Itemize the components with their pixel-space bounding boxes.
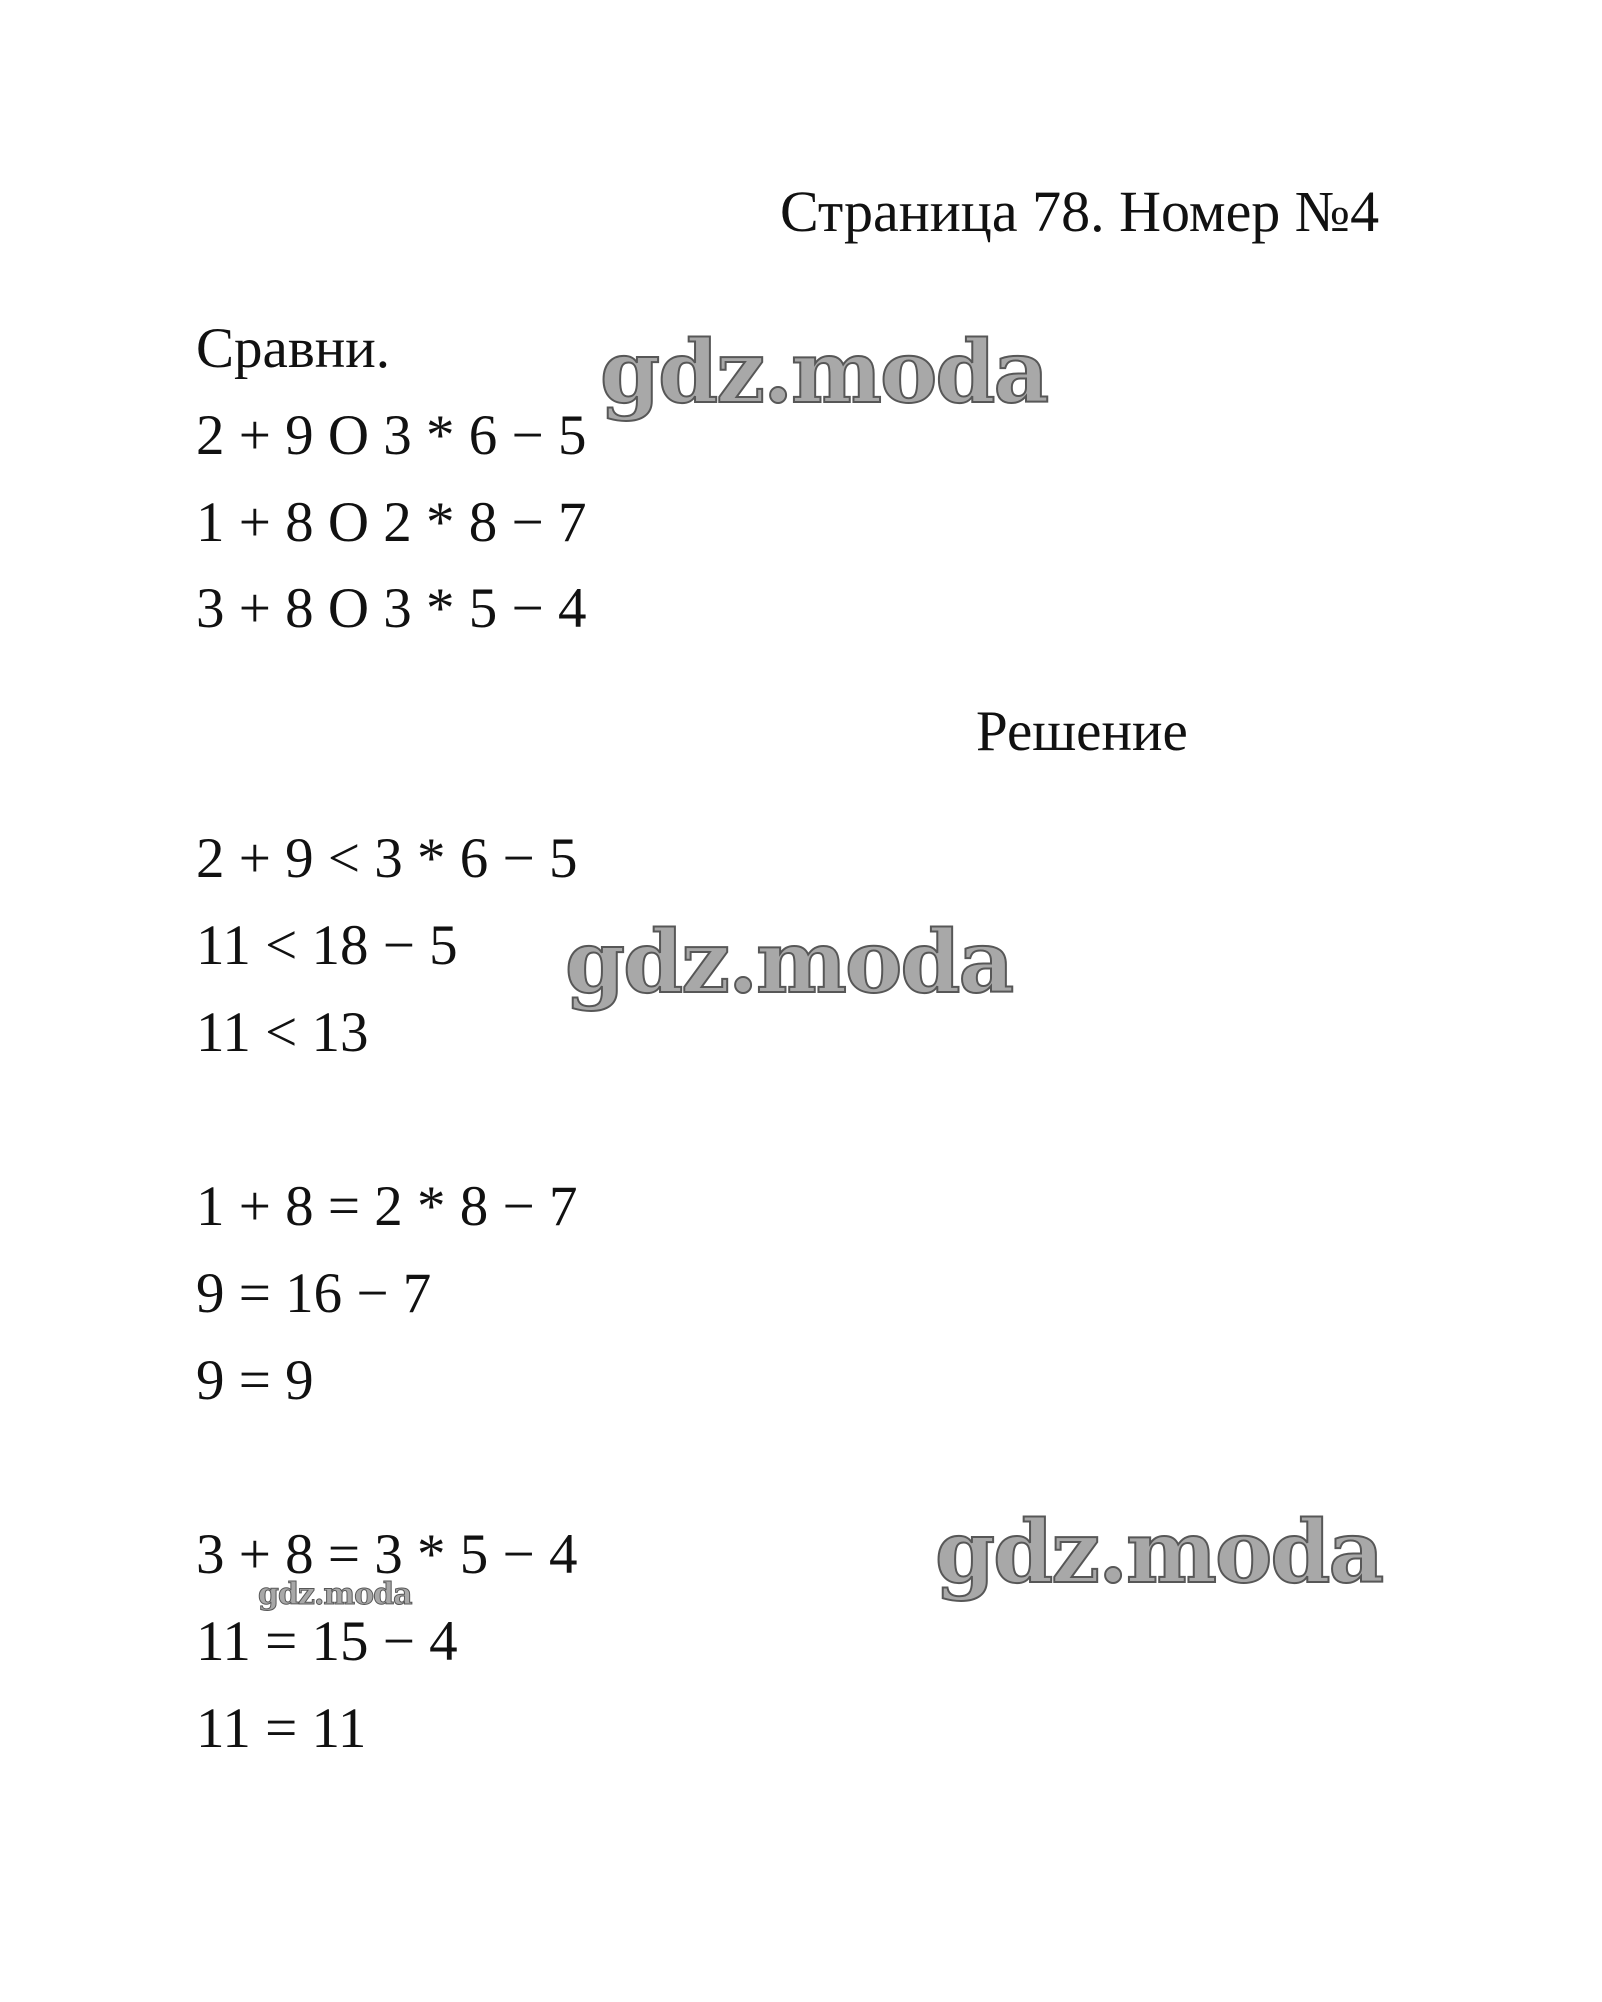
- watermark: gdz.moda: [600, 322, 1048, 423]
- solution-line: 11 < 13: [196, 1001, 369, 1064]
- solution-line: 3 + 8 = 3 * 5 − 4: [196, 1523, 578, 1586]
- task-line: 3 + 8 O 3 * 5 − 4: [196, 577, 587, 640]
- task-line: 2 + 9 O 3 * 6 − 5: [196, 404, 587, 467]
- solution-line: 1 + 8 = 2 * 8 − 7: [196, 1175, 578, 1238]
- solution-line: 9 = 16 − 7: [196, 1262, 432, 1325]
- solution-line: 9 = 9: [196, 1349, 314, 1412]
- watermark: gdz.moda: [935, 1502, 1383, 1603]
- task-instruction: Сравни.: [196, 317, 390, 380]
- solution-line: 11 = 15 − 4: [196, 1610, 458, 1673]
- solution-line: 11 = 11: [196, 1697, 367, 1760]
- watermark: gdz.moda: [565, 912, 1013, 1013]
- task-line: 1 + 8 O 2 * 8 − 7: [196, 491, 587, 554]
- solution-line: 2 + 9 < 3 * 6 − 5: [196, 827, 578, 890]
- page-title: Страница 78. Номер №4: [780, 179, 1380, 244]
- solution-heading: Решение: [976, 700, 1188, 763]
- solution-line: 11 < 18 − 5: [196, 914, 458, 977]
- watermark: gdz.moda: [258, 1577, 412, 1612]
